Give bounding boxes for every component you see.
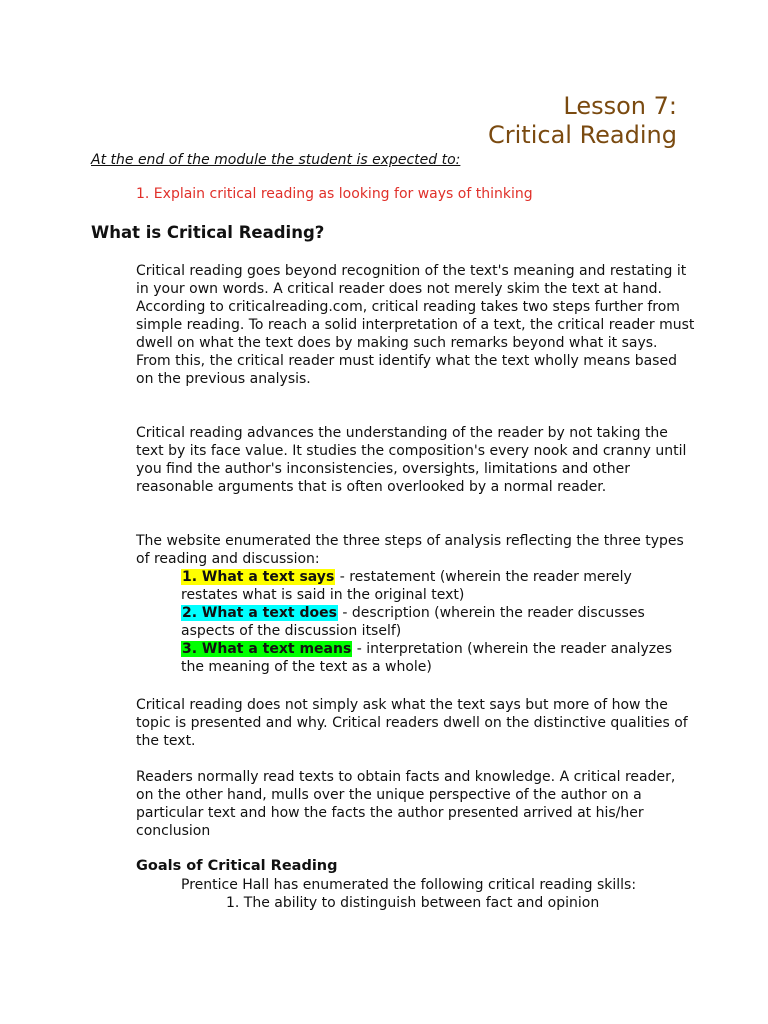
- step-desc-does: - description (wherein the reader discusses aspects of the discussion itself): [181, 605, 645, 639]
- goals-intro: Prentice Hall has enumerated the following critical reading skills:: [181, 877, 637, 893]
- lesson-title-line2: Critical Reading: [488, 121, 677, 149]
- step-label-means: 3. What a text means: [182, 641, 352, 657]
- paragraph-5: Readers normally read texts to obtain facts and knowledge. A critical reader, on the other hand, mulls over the unique perspective of the author on a particular text and how the facts the author presented arrived at his/her conclusion: [136, 769, 676, 839]
- paragraph-1: Critical reading goes beyond recognition of the text's meaning and restating it in your own words. A critical reader does not merely skim the text at hand. According to criticalreading.com, critical reading takes two steps further from simple reading. To reach a solid interpretation of a text, the critical reader must dwell on what the text does by making such remarks beyond what it says. From this, the critical reader must identify what the text wholly means based on the previous analysis.: [136, 263, 695, 387]
- step-item: [181, 568, 681, 604]
- section-heading: What is Critical Reading?: [91, 223, 325, 242]
- objectives-lead: At the end of the module the student is expected to:: [91, 152, 461, 168]
- lesson-title: [488, 92, 677, 150]
- steps-list: [181, 568, 681, 676]
- goals-heading: Goals of Critical Reading: [136, 858, 338, 874]
- step-desc-says: - restatement (wherein the reader merely restates what is said in the original text): [181, 569, 632, 603]
- step-label-does: 2. What a text does: [182, 605, 337, 621]
- lesson-title-line1: Lesson 7:: [563, 92, 677, 120]
- goals-item: 1. The ability to distinguish between fact and opinion: [226, 895, 600, 911]
- step-label-says: 1. What a text says: [182, 569, 335, 585]
- step-item: [181, 640, 681, 676]
- paragraph-4: Critical reading does not simply ask what the text says but more of how the topic is presented and why. Critical readers dwell on the distinctive qualities of the text.: [136, 697, 688, 749]
- objective-item: 1. Explain critical reading as looking for ways of thinking: [136, 186, 533, 202]
- paragraph-3: The website enumerated the three steps of analysis reflecting the three types of reading and discussion:: [136, 533, 684, 567]
- step-item: [181, 604, 681, 640]
- paragraph-2: Critical reading advances the understanding of the reader by not taking the text by its face value. It studies the composition's every nook and cranny until you find the author's inconsistencies, oversights, limitations and other reasonable arguments that is often overlooked by a normal reader.: [136, 425, 687, 495]
- step-desc-means: - interpretation (wherein the reader analyzes the meaning of the text as a whole): [181, 641, 673, 675]
